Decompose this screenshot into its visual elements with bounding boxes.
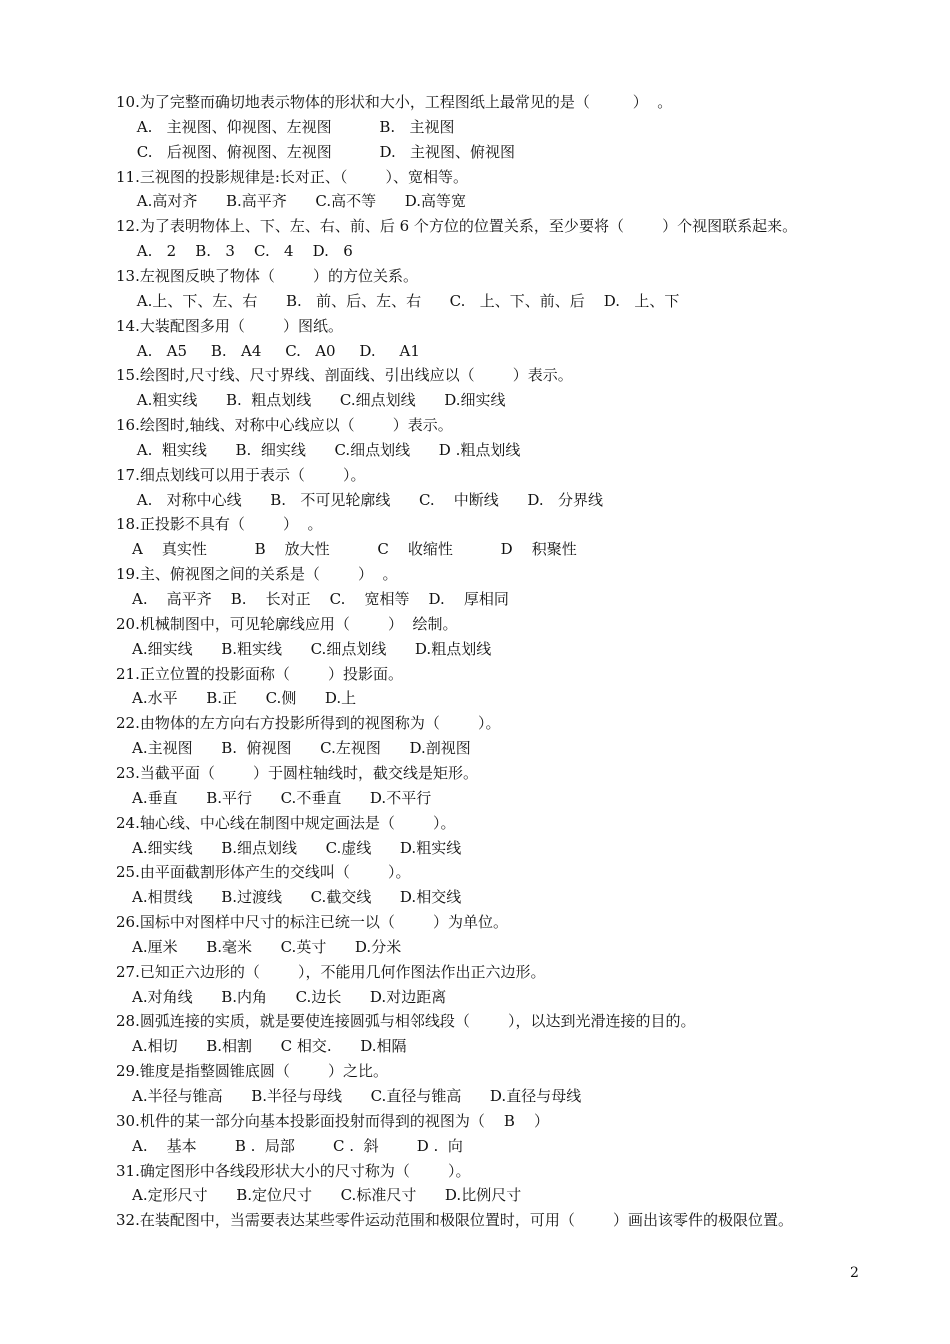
- options-line: A. 2 B. 3 C. 4 D. 6: [132, 242, 353, 261]
- question-line: 19.主、俯视图之间的关系是（ ） 。: [116, 565, 398, 584]
- question-line: 18.正投影不具有（ ） 。: [116, 515, 323, 534]
- options-line: A.垂直 B.平行 C.不垂直 D.不平行: [132, 788, 432, 807]
- options-line: C. 后视图、俯视图、左视图 D. 主视图、俯视图: [132, 142, 516, 161]
- options-line: A.厘米 B.毫米 C.英寸 D.分米: [132, 937, 402, 956]
- options-line: A.对角线 B.内角 C.边长 D.对边距离: [132, 987, 447, 1006]
- options-line: A.水平 B.正 C.侧 D.上: [132, 689, 357, 708]
- question-line: 12.为了表明物体上、下、左、右、前、后 6 个方位的位置关系，至少要将（ ）个视图联系起来。: [116, 217, 798, 236]
- question-line: 13.左视图反映了物体（ ）的方位关系。: [116, 266, 419, 285]
- options-line: A.半径与锥高 B.半径与母线 C.直径与锥高 D.直径与母线: [132, 1087, 582, 1105]
- question-line: 10.为了完整而确切地表示物体的形状和大小，工程图纸上最常见的是（ ） 。: [116, 93, 673, 111]
- question-line: 27.已知正六边形的（ ），不能用几何作图法作出正六边形。: [116, 962, 546, 981]
- question-line: 23.当截平面（ ）于圆柱轴线时，截交线是矩形。: [116, 763, 479, 782]
- options-line: A.粗实线 B. 粗点划线 C.细点划线 D.细实线: [132, 391, 506, 410]
- options-line: A. A5 B. A4 C. A0 D. A1: [132, 341, 420, 360]
- options-line: A. 基本 B . 局部 C . 斜 D . 向: [132, 1136, 463, 1155]
- question-line: 14.大装配图多用（ ）图纸。: [116, 316, 344, 335]
- question-line: 24.轴心线、中心线在制图中规定画法是（ ）。: [116, 813, 456, 832]
- options-line: A.相贯线 B.过渡线 C.截交线 D.相交线: [132, 888, 462, 907]
- question-line: 15.绘图时,尺寸线、尺寸界线、剖面线、引出线应以（ ）表示。: [116, 366, 573, 385]
- options-line: A.相切 B.相割 C 相交. D.相隔: [132, 1037, 407, 1056]
- options-line: A. 粗实线 B. 细实线 C.细点划线 D .粗点划线: [132, 440, 521, 459]
- options-line: A. 高平齐 B. 长对正 C. 宽相等 D. 厚相同: [132, 590, 509, 608]
- question-line: 25.由平面截割形体产生的交线叫（ ）。: [116, 863, 411, 882]
- question-line: 20.机械制图中，可见轮廓线应用（ ） 绘制。: [116, 614, 458, 633]
- options-line: A. 对称中心线 B. 不可见轮廓线 C. 中断线 D. 分界线: [132, 490, 603, 509]
- options-line: A.细实线 B.细点划线 C.虚线 D.粗实线: [132, 838, 462, 857]
- question-line: 17.细点划线可以用于表示（ ）。: [116, 465, 366, 484]
- question-line: 21.正立位置的投影面称（ ）投影面。: [116, 664, 404, 683]
- question-line: 28.圆弧连接的实质，就是要使连接圆弧与相邻线段（ ），以达到光滑连接的目的。: [116, 1012, 696, 1031]
- options-line: A 真实性 B 放大性 C 收缩性 D 积聚性: [132, 540, 577, 559]
- question-line: 26.国标中对图样中尺寸的标注已统一以（ ）为单位。: [116, 913, 509, 932]
- question-line: 30.机件的某一部分向基本投影面投射而得到的视图为（ B ）: [116, 1111, 550, 1130]
- question-line: 22.由物体的左方向右方投影所得到的视图称为（ ）。: [116, 714, 501, 733]
- question-line: 32.在装配图中，当需要表达某些零件运动范围和极限位置时，可用（ ）画出该零件的极限位置。: [116, 1211, 794, 1230]
- page-number: 2: [850, 1265, 859, 1281]
- options-line: A.主视图 B. 俯视图 C.左视图 D.剖视图: [132, 739, 471, 758]
- question-line: 11.三视图的投影规律是:长对正、（ ）、宽相等。: [116, 167, 469, 186]
- question-line: 29.锥度是指整圆锥底圆（ ）之比。: [116, 1062, 389, 1081]
- options-line: A.定形尺寸 B.定位尺寸 C.标准尺寸 D.比例尺寸: [132, 1186, 522, 1205]
- question-line: 16.绘图时,轴线、对称中心线应以（ ）表示。: [116, 416, 453, 435]
- options-line: A.高对齐 B.高平齐 C.高不等 D.高等宽: [132, 192, 466, 211]
- options-line: A.上、下、左、右 B. 前、后、左、右 C. 上、下、前、后 D. 上、下: [132, 291, 680, 310]
- options-line: A. 主视图、仰视图、左视图 B. 主视图: [132, 117, 455, 136]
- question-line: 31.确定图形中各线段形状大小的尺寸称为（ ）。: [116, 1161, 471, 1180]
- options-line: A.细实线 B.粗实线 C.细点划线 D.粗点划线: [132, 639, 492, 658]
